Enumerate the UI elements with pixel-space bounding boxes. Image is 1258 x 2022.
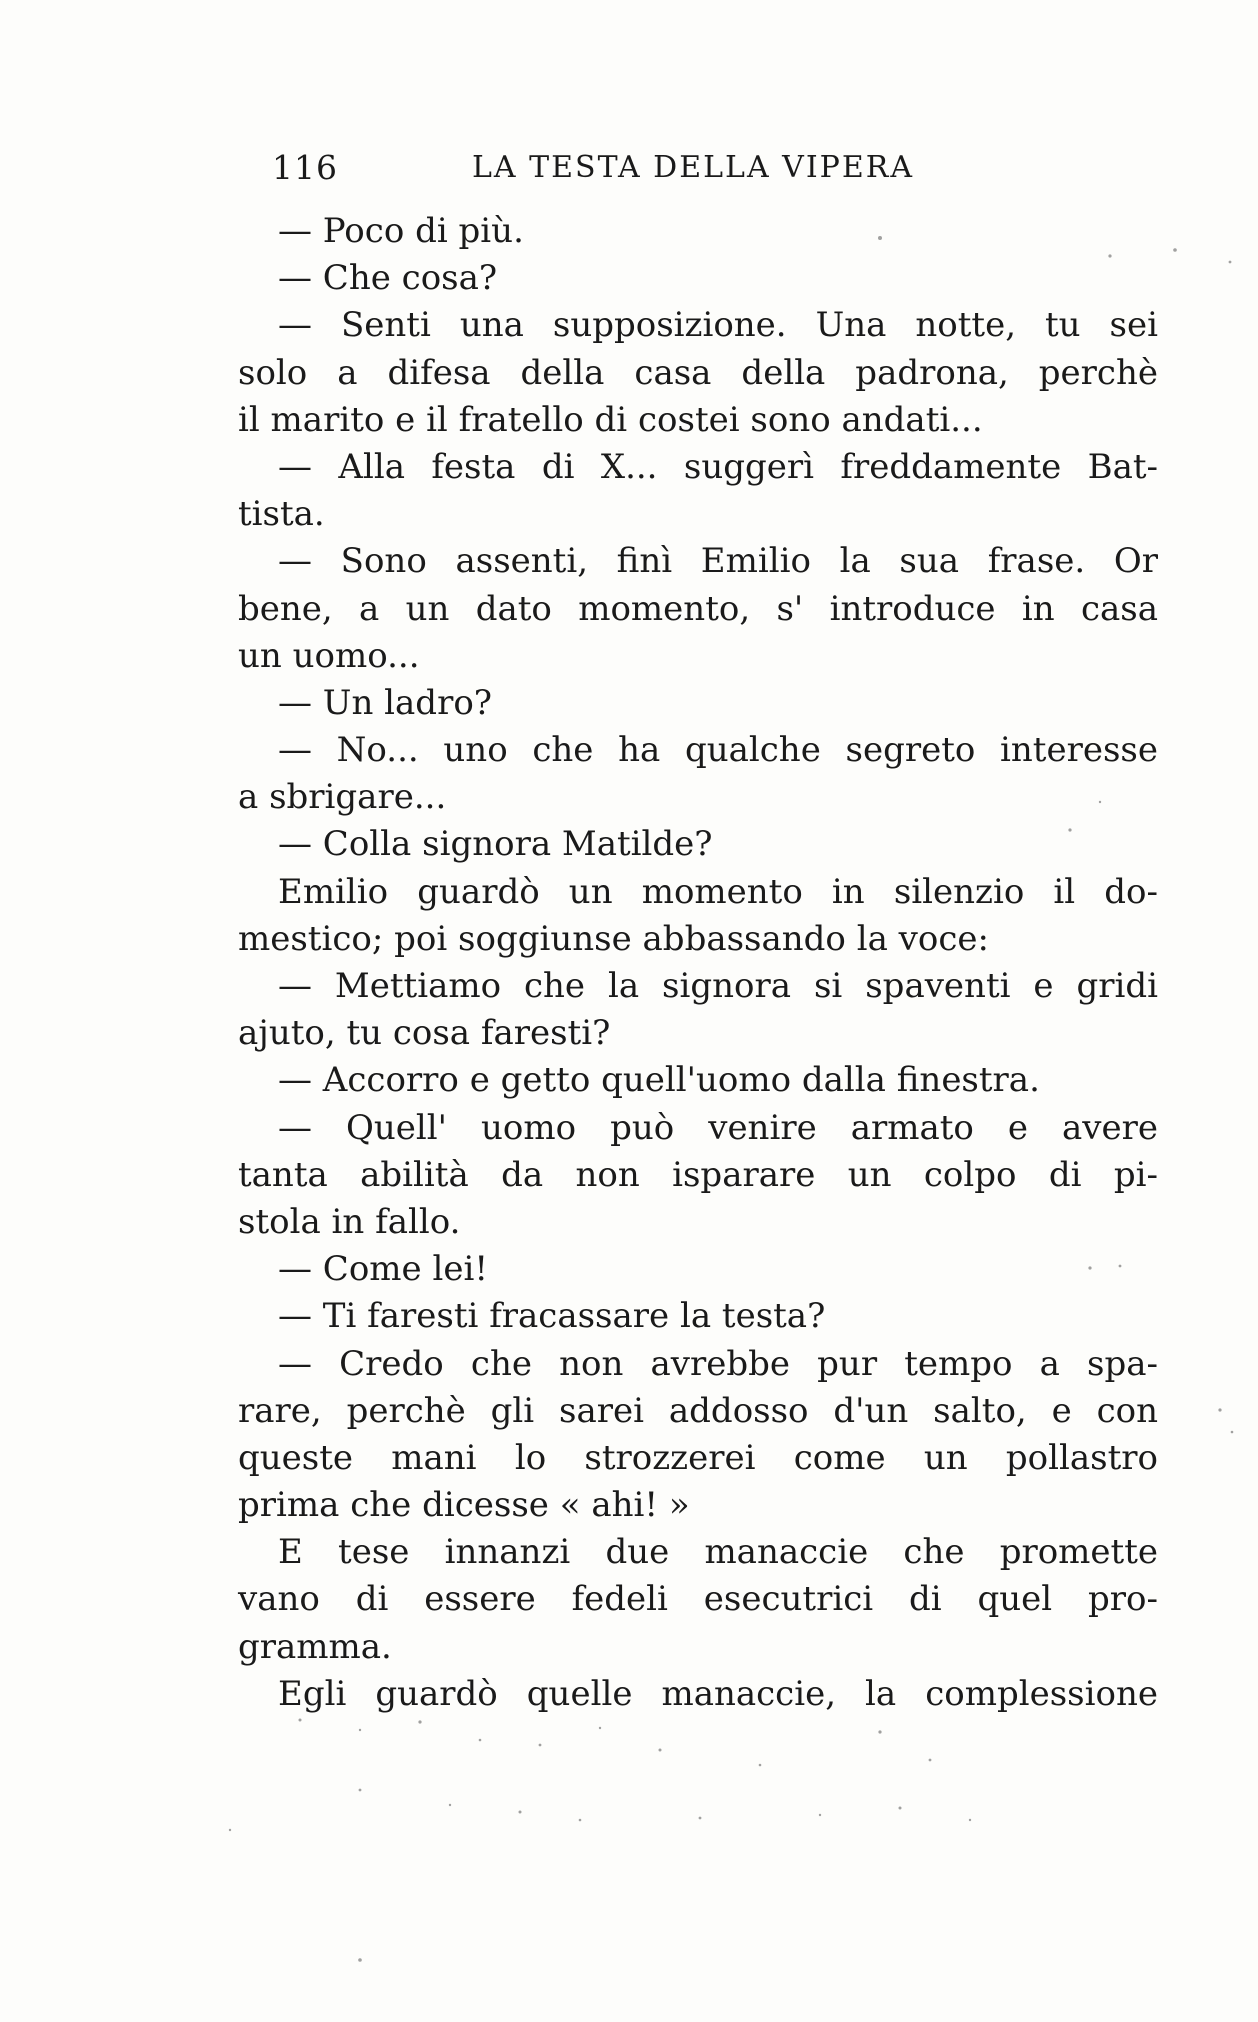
text-line: — Come lei!	[278, 1249, 488, 1290]
page-header	[272, 148, 1152, 194]
text-line: gramma.	[238, 1626, 392, 1667]
page-number: 116	[272, 148, 338, 187]
text-line: — Colla signora Matilde?	[278, 824, 713, 865]
text-line: un uomo...	[238, 635, 420, 676]
body-text	[238, 208, 1158, 1718]
text-line: E tese innanzi due manaccie che promette	[278, 1532, 1158, 1573]
text-line: — Mettiamo che la signora si spaventi e gridi	[278, 966, 1158, 1006]
text-line: solo a difesa della casa della padrona, perchè	[238, 352, 1158, 393]
text-line: ajuto, tu cosa faresti?	[238, 1013, 611, 1054]
text-line: — Poco di più.	[278, 211, 524, 251]
running-title: LA TESTA DELLA VIPERA	[472, 150, 915, 185]
text-line: il marito e il fratello di costei sono andati...	[238, 399, 983, 440]
text-line: a sbrigare...	[238, 777, 447, 818]
text-line: — Che cosa?	[278, 258, 498, 299]
text-line: — Senti una supposizione. Una notte, tu sei	[278, 305, 1158, 346]
text-line: — Quell' uomo può venire armato e avere	[278, 1107, 1158, 1148]
text-line: — Accorro e getto quell'uomo dalla finestra.	[278, 1060, 1040, 1101]
text-line: queste mani lo strozzerei come un pollastro	[238, 1437, 1158, 1478]
text-line: Egli guardò quelle manaccie, la complessione	[278, 1673, 1158, 1714]
text-line: — Credo che non avrebbe pur tempo a spa-	[278, 1343, 1158, 1384]
text-line: Emilio guardò un momento in silenzio il do-	[278, 871, 1158, 912]
text-line: stola in fallo.	[238, 1201, 461, 1242]
text-line: — Alla festa di X... suggerì freddamente Bat-	[278, 446, 1158, 487]
text-line: tista.	[238, 494, 325, 535]
text-line: prima che dicesse « ahi! »	[238, 1485, 690, 1526]
text-line: — No... uno che ha qualche segreto interesse	[278, 730, 1158, 771]
text-line: rare, perchè gli sarei addosso d'un salto, e con	[238, 1390, 1158, 1431]
text-line: mestico; poi soggiunse abbassando la voce:	[238, 918, 989, 959]
text-line: tanta abilità da non isparare un colpo di pi-	[238, 1154, 1158, 1195]
text-line: bene, a un dato momento, s' introduce in casa	[238, 588, 1158, 629]
text-line: — Ti faresti fracassare la testa?	[278, 1296, 826, 1337]
text-line: — Sono assenti, finì Emilio la sua frase. Or	[278, 541, 1158, 582]
text-line: — Un ladro?	[278, 682, 493, 723]
text-line: vano di essere fedeli esecutrici di quel pro-	[238, 1579, 1158, 1620]
